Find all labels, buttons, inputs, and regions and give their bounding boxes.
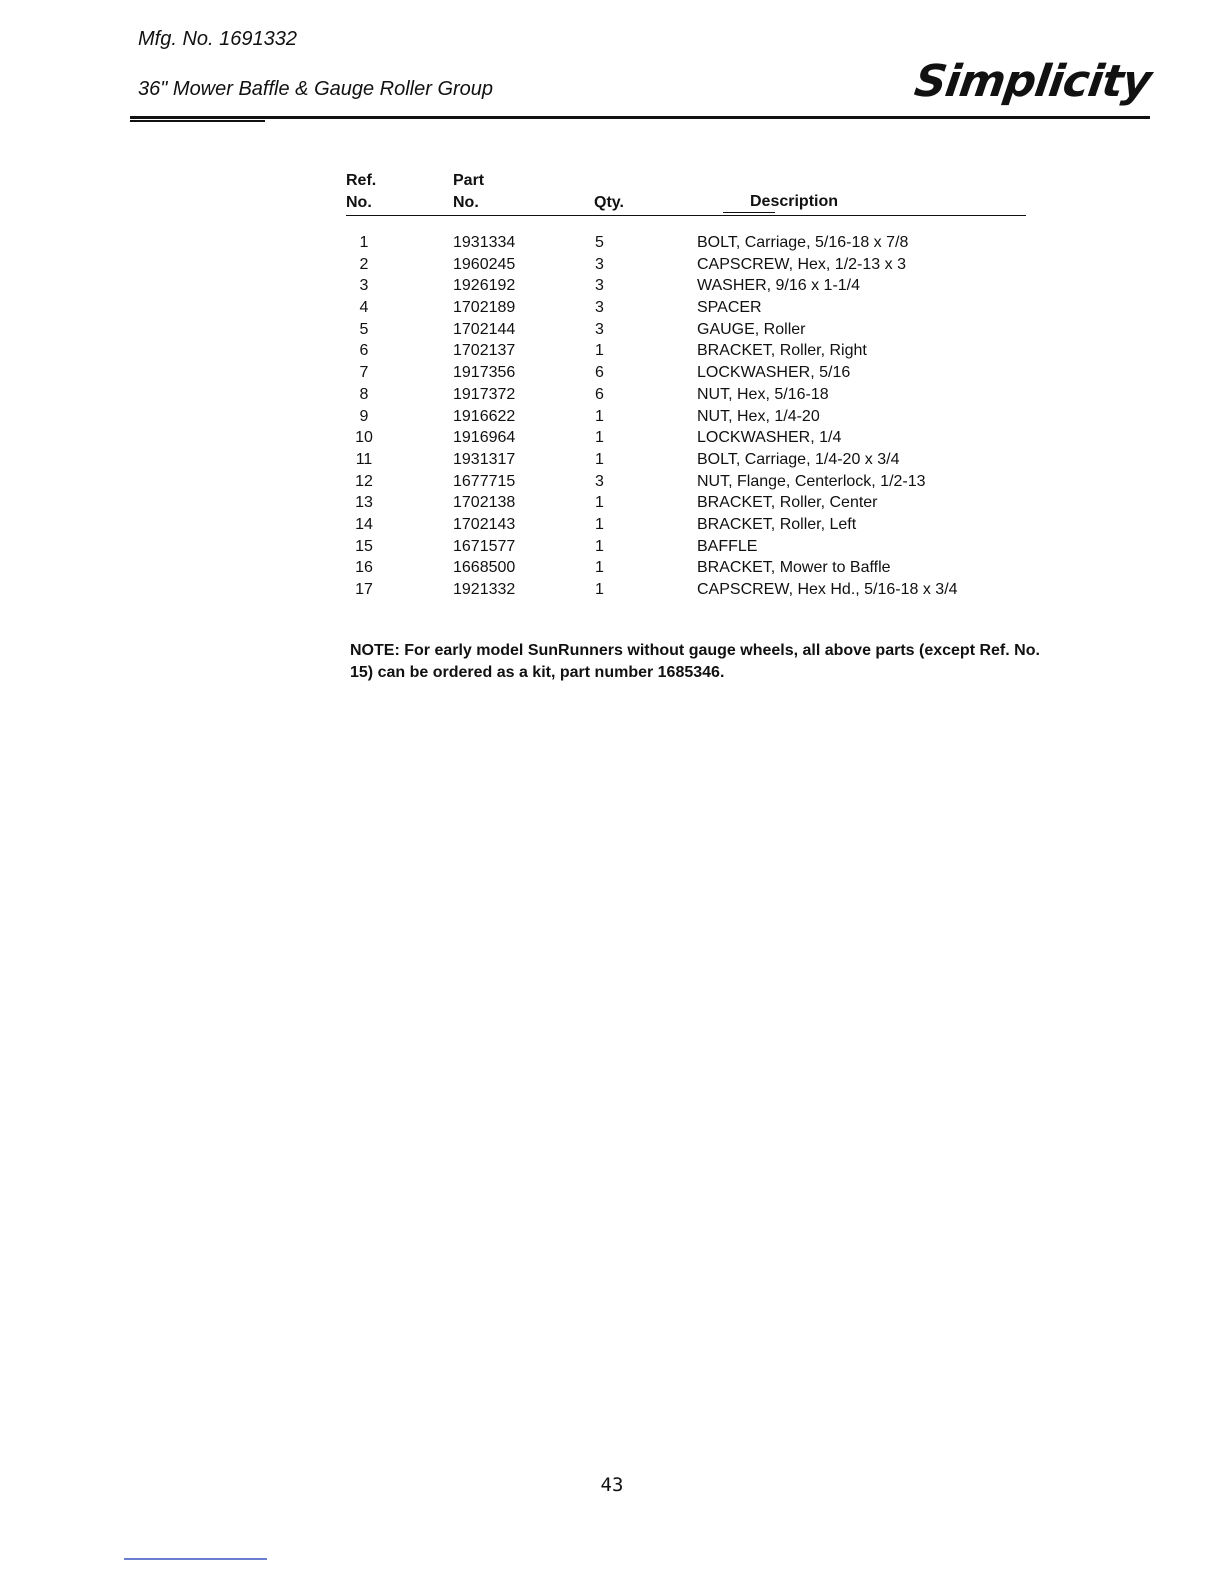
part-number-cell: 1917356 (453, 364, 516, 382)
description-cell: BOLT, Carriage, 1/4-20 x 3/4 (697, 450, 900, 468)
part-number-cell: 1926192 (453, 277, 516, 295)
ref-cell: 1 (359, 234, 369, 251)
quantity-cell: 1 (595, 494, 604, 512)
quantity-cell: 1 (595, 342, 604, 360)
part-number-cell: 1702143 (453, 515, 516, 533)
part-number-cell: 1960245 (453, 255, 516, 273)
ref-cell: 13 (355, 494, 373, 512)
description-cell: NUT, Hex, 5/16-18 (697, 385, 829, 403)
part-number-cell: 1702138 (453, 494, 516, 512)
description-cell: BRACKET, Roller, Right (697, 342, 867, 360)
description-cell: BAFFLE (697, 537, 758, 555)
table-row (346, 557, 1026, 579)
part-number-cell: 1668500 (453, 559, 516, 577)
quantity-cell: 1 (595, 515, 604, 533)
quantity-cell: 3 (595, 255, 604, 273)
description-cell: BOLT, Carriage, 5/16-18 x 7/8 (697, 234, 909, 251)
part-number-cell: 1671577 (453, 537, 516, 555)
table-row (346, 340, 1026, 362)
ref-cell: 14 (355, 515, 373, 533)
ref-cell: 16 (355, 559, 373, 577)
header-ref-line2: No. (346, 194, 372, 211)
part-number-cell: 1916964 (453, 429, 516, 447)
kit-note: NOTE: For early model SunRunners without gauge wheels, all above parts (except Ref. No. 15) can be ordered as a kit, part number 1685346. (350, 642, 1040, 681)
header-qty: Qty. (594, 194, 624, 211)
description-cell: NUT, Hex, 1/4-20 (697, 407, 820, 425)
table-row (346, 514, 1026, 536)
header-rule (346, 215, 1026, 216)
page-number: 43 (600, 1474, 624, 1496)
table-row (346, 275, 1026, 297)
description-cell: SPACER (697, 299, 762, 317)
part-number-cell: 1931334 (453, 234, 516, 251)
parts-table-header (346, 170, 1026, 216)
table-row (346, 449, 1026, 471)
ref-cell: 4 (359, 299, 369, 317)
part-number-cell: 1677715 (453, 472, 516, 490)
header-ref-line1: Ref. (346, 172, 377, 189)
quantity-cell: 1 (595, 581, 604, 598)
description-cell: BRACKET, Mower to Baffle (697, 559, 891, 577)
table-row (346, 384, 1026, 406)
table-row (346, 427, 1026, 449)
description-cell: BRACKET, Roller, Center (697, 494, 878, 512)
quantity-cell: 1 (595, 450, 604, 468)
quantity-cell: 5 (595, 234, 604, 251)
quantity-cell: 3 (595, 299, 604, 317)
quantity-cell: 1 (595, 407, 604, 425)
description-cell: GAUGE, Roller (697, 320, 806, 338)
ref-cell: 6 (359, 342, 369, 360)
part-number-cell: 1702137 (453, 342, 516, 360)
description-cell: BRACKET, Roller, Left (697, 515, 857, 533)
table-row (346, 297, 1026, 319)
footer-rule (124, 1558, 267, 1560)
table-row (346, 536, 1026, 558)
quantity-cell: 3 (595, 277, 604, 295)
ref-cell: 15 (355, 537, 373, 555)
mfg-number: Mfg. No. 1691332 (138, 28, 297, 50)
ref-cell: 11 (355, 450, 373, 468)
ref-cell: 5 (359, 320, 369, 338)
description-cell: CAPSCREW, Hex Hd., 5/16-18 x 3/4 (697, 581, 958, 598)
quantity-cell: 3 (595, 320, 604, 338)
ref-cell: 12 (355, 472, 373, 490)
table-row (346, 406, 1026, 428)
header-part-line2: No. (453, 194, 479, 211)
table-row (346, 492, 1026, 514)
quantity-cell: 1 (595, 559, 604, 577)
ref-cell: 8 (359, 385, 369, 403)
header-description: Description (750, 193, 839, 210)
part-number-cell: 1917372 (453, 385, 516, 403)
table-row (346, 362, 1026, 384)
table-row (346, 471, 1026, 493)
header-description-underline (723, 212, 775, 213)
part-number-cell: 1916622 (453, 407, 516, 425)
description-cell: LOCKWASHER, 5/16 (697, 364, 851, 382)
page-subtitle: 36" Mower Baffle & Gauge Roller Group (138, 78, 494, 100)
ref-cell: 9 (359, 407, 369, 425)
table-row (346, 319, 1026, 341)
quantity-cell: 1 (595, 429, 604, 447)
description-cell: LOCKWASHER, 1/4 (697, 429, 842, 447)
quantity-cell: 1 (595, 537, 604, 555)
description-cell: WASHER, 9/16 x 1-1/4 (697, 277, 861, 295)
ref-cell: 10 (355, 429, 373, 447)
table-row (346, 232, 1026, 254)
ref-cell: 17 (355, 581, 373, 598)
part-number-cell: 1921332 (453, 581, 516, 598)
table-row (346, 254, 1026, 276)
part-number-cell: 1702189 (453, 299, 516, 317)
parts-table (346, 170, 1026, 598)
part-number-cell: 1702144 (453, 320, 516, 338)
part-number-cell: 1931317 (453, 450, 516, 468)
table-row (346, 579, 1026, 601)
quantity-cell: 6 (595, 364, 604, 382)
header-rule (130, 116, 1150, 119)
description-cell: NUT, Flange, Centerlock, 1/2-13 (697, 472, 926, 490)
header-part-line1: Part (453, 172, 485, 189)
ref-cell: 7 (359, 364, 369, 382)
header-rule-accent (130, 120, 265, 122)
quantity-cell: 6 (595, 385, 604, 403)
parts-table-body (346, 232, 1026, 601)
brand-logo: Simplicity (911, 56, 1154, 107)
ref-cell: 2 (359, 255, 369, 273)
quantity-cell: 3 (595, 472, 604, 490)
description-cell: CAPSCREW, Hex, 1/2-13 x 3 (697, 255, 906, 273)
ref-cell: 3 (359, 277, 369, 295)
